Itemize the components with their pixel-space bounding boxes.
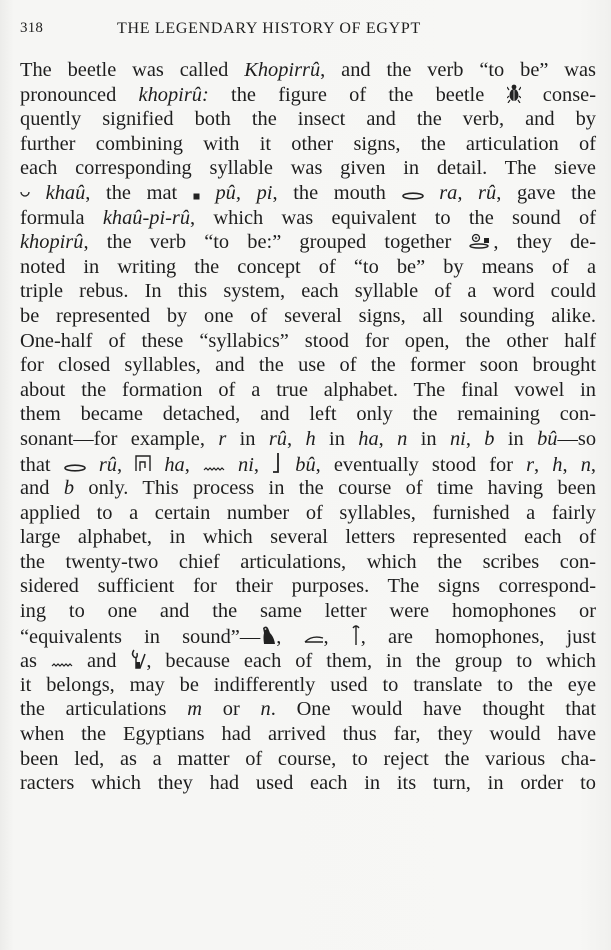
stroke-hieroglyph-icon [304,626,324,651]
text [151,453,164,475]
mouth-hieroglyph-icon [402,182,424,207]
text: , [534,453,553,476]
text: the twenty-two chief articulations, which the scribes con- [20,550,596,573]
khopiru-group-hieroglyph-icon [469,231,493,256]
italic-term: khaû-pi-rû [102,206,191,229]
page-number: 318 [20,20,44,36]
text: for closed syllables, and the use of the former soon brought [20,354,596,377]
text: , which was equivalent to the sound of [190,206,596,229]
text-line [20,83,596,108]
text-line [20,599,596,624]
text: , [287,427,306,450]
text-line [20,501,596,526]
text: in [226,427,269,450]
text: , [562,453,581,476]
text: been led, as a matter of course, to reject the various cha- [20,747,596,770]
text: applied to a certain number of syllables, furnished a fairly [20,501,596,524]
text: , gave the [496,181,596,204]
text: in [494,427,538,450]
italic-term: khaû [45,181,86,204]
text-line [20,181,596,206]
text: them became detached, and left only the remaining con- [20,403,596,426]
text: , [184,453,203,476]
text [200,182,216,204]
text: in [407,427,450,450]
text: it belongs, may be indifferently used to translate to the eye [20,673,596,696]
text: , [323,625,351,648]
text-line [20,304,596,329]
text [30,182,46,204]
italic-term: rû [268,427,287,450]
text: large alphabet, in which several letters represented each of [20,526,596,549]
text: formula [20,206,103,229]
text-line [20,476,596,501]
text-line [20,697,596,722]
text: ing to one and the same letter were homophones or [20,600,596,623]
text: , because each of them, in the group to which [146,650,596,673]
text: , the verb “to be:” grouped together [83,231,470,254]
text: racters which they had used each in its turn, in order to [20,772,596,795]
text: only. This process in the course of time having been [74,477,596,500]
text-line [20,329,596,354]
running-header [20,20,591,42]
text-line [20,156,596,181]
text: , and the verb “to be” was [320,59,596,81]
italic-letter: h [552,453,563,476]
text: , [276,625,304,648]
text: pronounced [20,83,139,106]
text-line [20,427,596,452]
text-line [20,574,596,599]
text: that [20,453,64,476]
text: , [465,427,485,450]
text: , the mat [85,181,193,204]
italic-term: Khopirrû [244,59,321,81]
text-line [20,402,596,427]
text: each corresponding syllable was given in detail. The sieve [20,157,596,180]
text: , are homophones, just [360,625,597,648]
text: —so [557,427,597,450]
italic-term: bû [537,427,558,450]
text: or [201,698,261,721]
italic-term: ha [358,427,379,450]
text: in [315,427,359,450]
text: and [72,650,131,673]
text: , they de- [493,231,596,254]
italic-term: ra, rû [439,181,497,204]
italic-term: rû [98,453,117,476]
italic-term: pû, pi [215,181,273,204]
italic-letter: n [260,698,271,721]
text-line [20,206,596,231]
text-line [20,722,596,747]
italic-letter: r [526,453,535,476]
italic-term: ni [238,453,254,476]
text [86,453,99,475]
text: be represented by one of several signs, all sounding alike. [20,304,596,327]
text: , [590,453,596,476]
italic-term: bû [295,453,316,476]
water-ripple-hieroglyph-icon [51,650,73,675]
text: sonant—for example, [20,427,219,450]
text: , [378,427,398,450]
courtyard-hieroglyph-icon [135,454,151,479]
owl-hieroglyph-icon [260,625,276,652]
text [424,182,440,204]
italic-term: ni [449,427,466,450]
text-line [20,255,596,280]
running-title: THE LEGENDARY HISTORY OF EGYPT [117,20,421,37]
text: , [253,453,273,476]
text: when the Egyptians had arrived thus far, they would have [20,723,596,746]
italic-letter: n [397,427,408,450]
text-line [20,550,596,575]
text: and [20,477,64,500]
text-line [20,378,596,403]
text: , eventually stood for [315,453,527,476]
italic-letter: b [63,477,75,500]
water-ripple-hieroglyph-icon [203,454,225,479]
italic-term: ha [164,453,185,476]
italic-term: khopirû: [138,83,209,106]
text-line [20,230,596,255]
text-line [20,525,596,550]
text: the articulations [20,698,188,721]
text: The beetle was called [20,59,245,81]
italic-term: khopirû [20,231,84,254]
text: quently signified both the insect and the verb, and by [20,108,596,131]
text: sidered sufficient for their purposes. The signs correspond- [20,575,596,598]
text-line [20,648,596,673]
text: noted in writing the concept of “to be” by means of a [20,255,596,278]
text-line [20,452,596,477]
italic-letter: h [305,427,316,450]
text-line [20,107,596,132]
italic-letter: m [187,698,202,721]
text-line [20,673,596,698]
text: triple rebus. In this system, each syllable of a word could [20,280,596,303]
text-line [20,771,596,796]
sieve-hieroglyph-icon [20,182,30,207]
italic-letter: n [580,453,591,476]
italic-letter: b [484,427,495,450]
text: conse- [520,83,596,106]
text-line [20,279,596,304]
mat-hieroglyph-icon [193,182,200,207]
text-line [20,132,596,157]
text: about the formation of a true alphabet. The final vowel in [20,378,596,401]
text [225,453,238,475]
text: , [116,453,136,476]
text-line [20,624,596,649]
text: , the mouth [272,181,402,204]
text: further combining with it other signs, the articulation of [20,132,596,155]
text: One-half of these “syllabics” stood for open, the other half [20,329,596,352]
scarab-hieroglyph-icon [507,83,521,110]
text: as [20,650,51,673]
text-line [20,353,596,378]
text-line [20,747,596,772]
mouth-hieroglyph-icon [64,454,86,479]
text: . One would have thought that [270,698,596,721]
italic-letter: r [218,427,227,450]
text: “equivalents in sound”— [20,625,261,648]
text: the figure of the beetle [208,83,507,106]
text-line [20,58,596,83]
text [282,453,295,475]
body-paragraph [20,58,596,796]
